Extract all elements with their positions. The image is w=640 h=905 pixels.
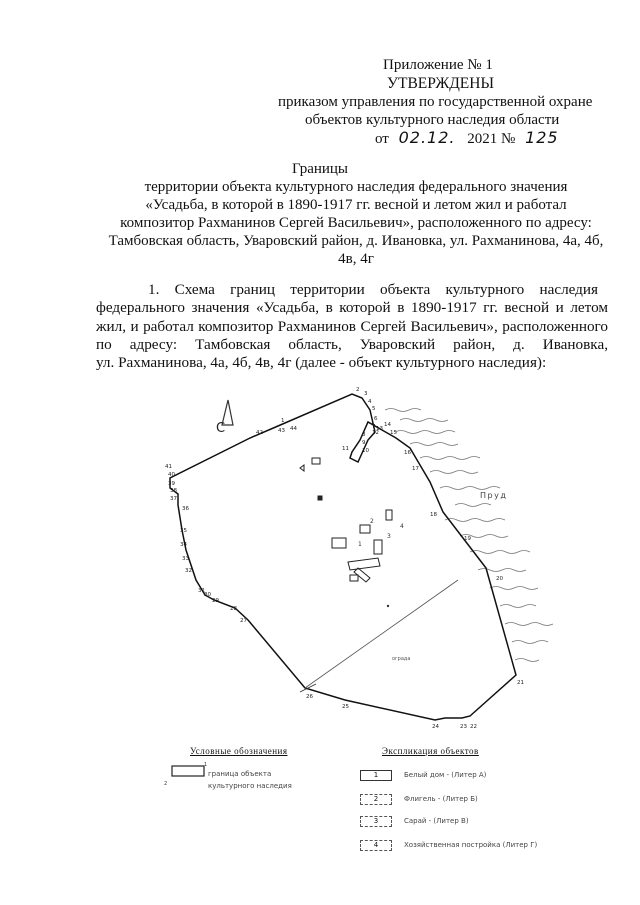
- building-3: [374, 540, 382, 554]
- date-prefix: от: [375, 131, 389, 147]
- point-label-15: 15: [390, 430, 397, 436]
- point-label-39: 39: [168, 481, 175, 487]
- point-label-19: 19: [464, 536, 471, 542]
- explication-title: Экспликация объектов: [382, 746, 479, 756]
- point-label-38: 38: [170, 488, 177, 494]
- building-number-3: 3: [387, 533, 391, 540]
- point-label-7: 7: [372, 424, 376, 430]
- paragraph-line-5: ул. Рахманинова, 4а, 4б, 4в, 4г (далее - объект культурного наследия):: [96, 354, 547, 372]
- point-label-3: 3: [364, 391, 368, 397]
- point-label-6: 6: [374, 416, 378, 422]
- explication-item-2: [360, 790, 560, 808]
- explication-text-1: Белый дом - (Литер А): [404, 771, 487, 780]
- point-label-31: 31: [198, 588, 205, 594]
- explication-text-4: Хозяйственная постройка (Литер Г): [404, 841, 538, 850]
- paragraph-line-2: федерального значения «Усадьба, в которой в 1890-1917 гг. весной и летом: [96, 299, 608, 317]
- paragraph-line-3: жил, и работал композитор Рахманинов Сергей Васильевич», расположенного: [96, 317, 608, 335]
- legend-title: Условные обозначения: [190, 746, 288, 756]
- number-handwritten: 125: [525, 128, 559, 147]
- title-line-3: «Усадьба, в которой в 1890-1917 гг. весной и летом жил и работал: [145, 197, 567, 213]
- building-4: [386, 510, 392, 520]
- point-label-8: 8: [362, 432, 366, 438]
- explication-item-1: [360, 766, 560, 784]
- title-line-2: территории объекта культурного наследия федерального значения: [144, 179, 568, 195]
- building-number-4: 4: [400, 523, 404, 530]
- point-label-2: 2: [356, 387, 360, 393]
- point-label-35: 35: [180, 528, 187, 534]
- point-label-9: 9: [362, 440, 366, 446]
- point-label-11: 11: [342, 446, 349, 452]
- point-label-21: 21: [517, 680, 524, 686]
- approved-label: УТВЕРЖДЕНЫ: [387, 75, 494, 92]
- point-label-30: 30: [204, 592, 211, 598]
- point-label-4: 4: [368, 399, 372, 405]
- order-line-2: объектов культурного наследия области: [305, 112, 560, 128]
- point-label-25: 25: [342, 704, 349, 710]
- explication-text-2: Флигель - (Литер Б): [404, 795, 478, 804]
- point-label-40: 40: [168, 472, 175, 478]
- point-label-13: 13: [376, 426, 383, 432]
- explication-num-1: 1: [360, 770, 392, 781]
- buildings: [300, 458, 392, 582]
- explication-num-3: 3: [360, 816, 392, 827]
- north-arrow-icon: [216, 400, 233, 436]
- point-labels: [165, 387, 524, 730]
- point-label-33: 33: [182, 556, 189, 562]
- north-mark: С: [216, 421, 226, 436]
- paragraph-line-1: 1. Схема границ территории объекта культурного наследия: [148, 281, 599, 298]
- point-label-18: 18: [430, 512, 437, 518]
- point-label-43: 43: [278, 428, 285, 434]
- explication-item-3: [360, 812, 560, 830]
- building-1: [332, 538, 346, 548]
- pond-label: Пруд: [480, 491, 508, 500]
- point-label-34: 34: [180, 542, 187, 548]
- boundary-scheme-map: [0, 370, 640, 750]
- point-label-27: 27: [240, 618, 247, 624]
- boundary-outline: [170, 394, 516, 720]
- explication-num-4: 4: [360, 840, 392, 851]
- internal-divider: [305, 580, 458, 688]
- year-number-label: 2021 №: [467, 131, 516, 147]
- point-label-24: 24: [432, 724, 439, 730]
- point-label-10: 10: [362, 448, 369, 454]
- building-2: [360, 525, 370, 533]
- point-label-42: 42: [256, 430, 263, 436]
- legend-item-text: граница объекта культурного наследия: [208, 770, 292, 790]
- point-label-22: 22: [470, 724, 477, 730]
- area-label: ограда: [392, 656, 411, 662]
- point-label-14: 14: [384, 422, 391, 428]
- point-label-28: 28: [230, 606, 237, 612]
- point-label-5: 5: [372, 406, 376, 412]
- point-label-17: 17: [412, 466, 419, 472]
- date-handwritten: 02.12.: [398, 128, 456, 147]
- explication-text-3: Сарай - (Литер В): [404, 817, 469, 826]
- point-label-16: 16: [404, 450, 411, 456]
- title-line-1: Границы: [291, 161, 349, 177]
- point-label-37: 37: [170, 496, 177, 502]
- point-label-29: 29: [212, 598, 219, 604]
- legend-corner-b: 2: [164, 781, 168, 787]
- main-house: [348, 558, 380, 582]
- building-number-1: 1: [358, 541, 362, 548]
- point-label-23: 23: [460, 724, 467, 730]
- order-date-line: [375, 129, 559, 148]
- legend-boundary-symbol: [160, 760, 210, 790]
- pond-hatching: [385, 409, 553, 662]
- order-line-1: приказом управления по государственной охране: [278, 94, 593, 110]
- point-label-32: 32: [185, 568, 192, 574]
- point-label-41: 41: [165, 464, 172, 470]
- point-label-36: 36: [182, 506, 189, 512]
- point-label-44: 44: [290, 426, 297, 432]
- paragraph: [96, 281, 608, 372]
- paragraph-line-4: по адресу: Тамбовская область, Уваровский район, д. Ивановка,: [96, 335, 608, 353]
- point-label-12: 12: [372, 430, 379, 436]
- marker-icon: [300, 465, 304, 471]
- building-number-2: 2: [370, 518, 374, 525]
- point-label-20: 20: [496, 576, 503, 582]
- point-label-26: 26: [306, 694, 313, 700]
- building-small: [312, 458, 320, 464]
- title-line-5: Тамбовская область, Уваровский район, д. Ивановка, ул. Рахманинова, 4а, 4б,: [108, 233, 604, 249]
- explication-item-4: [360, 836, 580, 854]
- title-line-6: 4в, 4г: [338, 251, 374, 267]
- appendix-label: Приложение № 1: [383, 57, 493, 73]
- point-label-1: 1: [281, 418, 285, 424]
- explication-num-2: 2: [360, 794, 392, 805]
- legend-corner-a: 1: [204, 762, 208, 768]
- title-line-4: композитор Рахманинов Сергей Васильевич», расположенного по адресу:: [120, 215, 592, 231]
